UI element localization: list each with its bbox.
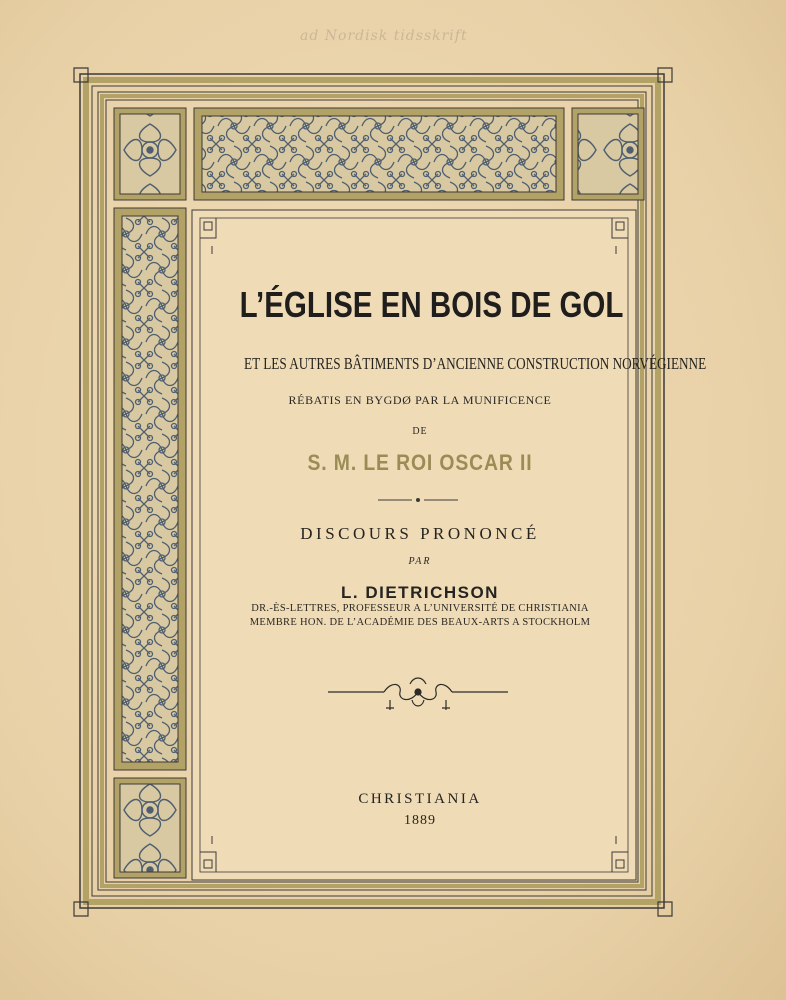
publication-city: CHRISTIANIA — [358, 791, 482, 807]
discours-heading: DISCOURS PRONONCÉ — [300, 524, 540, 543]
author-name: L. DIETRICHSON — [341, 583, 499, 602]
scroll-ornament-icon — [114, 208, 186, 770]
page-subtitle: ET LES AUTRES BÂTIMENTS D’ANCIENNE CONSTRUCTION NORVÉGIENNE — [244, 354, 707, 373]
corner-rosette-icon — [114, 778, 186, 878]
king-name: S. M. LE ROI OSCAR II — [307, 450, 533, 475]
corner-rosette-icon — [572, 108, 644, 200]
de-line: DE — [412, 426, 428, 437]
pencil-annotation: ad Nordisk tidsskrift — [300, 28, 468, 44]
corner-rosette-icon — [114, 108, 186, 200]
author-credentials-line-1: DR.-ÈS-LETTRES, PROFESSEUR A L’UNIVERSITÉ DE CHRISTIANIA — [251, 603, 589, 614]
scroll-ornament-icon — [194, 108, 564, 200]
rebatis-line: RÉBATIS EN BYGDØ PAR LA MUNIFICENCE — [288, 393, 552, 407]
page-title: L’ÉGLISE EN BOIS DE GOL — [239, 284, 624, 325]
publication-year: 1889 — [404, 813, 436, 828]
par-line: PAR — [408, 556, 432, 567]
author-credentials-line-2: MEMBRE HON. DE L’ACADÉMIE DES BEAUX-ARTS A STOCKHOLM — [249, 617, 591, 628]
